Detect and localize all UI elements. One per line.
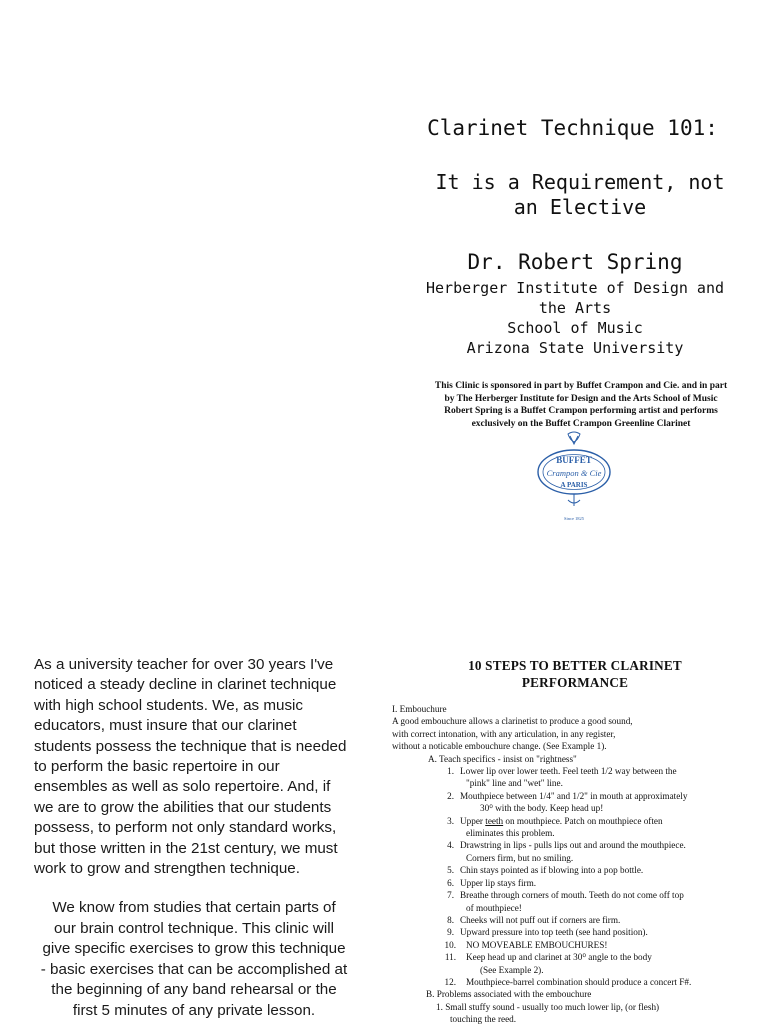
sponsor-line: This Clinic is sponsored in part by Buffet Crampon and Cie. and in part: [434, 381, 728, 391]
step-text: NO MOVEABLE EMBOUCHURES!: [466, 939, 608, 950]
step-text: Upper lip stays firm.: [460, 877, 537, 888]
buffet-crampon-logo: [534, 430, 614, 524]
step-text: Breathe through corners of mouth. Teeth do not come off top: [460, 890, 684, 901]
steps-outline: [392, 703, 764, 1026]
subtitle-line: It is a Requirement, not: [435, 170, 725, 194]
steps-heading-line: 10 STEPS TO BETTER CLARINET: [468, 658, 682, 673]
step-number: 10.: [444, 939, 456, 950]
intro-line: with high school students. We, as music: [34, 696, 303, 714]
step-items: [392, 765, 764, 988]
step-item: [392, 939, 764, 951]
logo-middle-text: Crampon & Cie: [546, 468, 602, 478]
step-text-emphasis: teeth: [485, 815, 504, 826]
step-item-cont: (See Example 2).: [480, 964, 544, 975]
intro-line: work to grow and strengthen technique.: [34, 860, 300, 878]
step-item: [392, 914, 764, 926]
intro-line: possess, to perform not only standard works,: [34, 819, 337, 837]
step-number: 6.: [447, 877, 454, 888]
sponsor-line: exclusively on the Buffet Crampon Greenline Clarinet: [471, 418, 691, 429]
step-item: [392, 864, 764, 876]
affiliation-line: Herberger Institute of Design and: [425, 279, 724, 297]
intro-line: our brain control technique. This clinic will: [54, 919, 334, 937]
intro-line: give specific exercises to grow this technique: [42, 940, 346, 958]
author-name: Dr. Robert Spring: [467, 250, 683, 274]
step-number: 9.: [447, 927, 454, 938]
intro-line: the beginning of any band rehearsal or the: [51, 981, 337, 999]
step-text: Drawstring in lips - pulls lips out and around the mouthpiece.: [460, 840, 686, 851]
logo-bottom-text: A PARIS: [560, 481, 588, 489]
step-item-cont: 30⁰ with the body. Keep head up!: [480, 803, 604, 814]
subsection-heading: B. Problems associated with the embouchure: [426, 989, 592, 1000]
section-heading: I. Embouchure: [392, 704, 447, 714]
subsection-heading: A. Teach specifics - insist on "rightness": [428, 753, 577, 764]
step-item: [392, 765, 764, 777]
page-title: Clarinet Technique 101:: [427, 116, 718, 140]
step-item: [392, 790, 764, 802]
step-text: Keep head up and clarinet at 30⁰ angle to the body: [466, 952, 652, 963]
step-number: 11.: [444, 952, 456, 963]
step-text: Chin stays pointed as if blowing into a pop bottle.: [460, 865, 644, 876]
step-text: Cheeks will not puff out if corners are firm.: [460, 914, 621, 925]
intro-line: We know from studies that certain parts of: [52, 899, 336, 917]
intro-line: noticed a steady decline in clarinet technique: [34, 676, 337, 694]
affiliation: [410, 278, 740, 358]
problem-item: 1. Small stuffy sound - usually too much lower lip, (or flesh): [436, 1001, 660, 1012]
affiliation-line: the Arts: [538, 299, 612, 317]
problem-item-cont: touching the reed.: [450, 1014, 517, 1025]
step-item: [392, 976, 764, 988]
step-item: [392, 815, 764, 827]
logo-since-text: Since 1825: [563, 516, 585, 521]
intro-line: to perform the basic repertoire in our: [34, 758, 280, 776]
intro-line: students possess the technique that is needed: [34, 737, 347, 755]
intro-line: but those written in the 21st century, we must: [34, 839, 338, 857]
step-number: 1.: [447, 766, 454, 777]
step-text: on mouthpiece. Patch on mouthpiece often: [503, 815, 663, 826]
step-number: 3.: [447, 815, 454, 826]
section-intro-line: with correct intonation, with any articulation, in any register,: [392, 728, 616, 739]
sponsor-line: by The Herberger Institute for Design and the Arts School of Music: [444, 393, 718, 404]
step-number: 4.: [447, 840, 454, 851]
step-text: Upper: [460, 815, 486, 826]
affiliation-line: Arizona State University: [466, 339, 684, 357]
sponsor-note: [404, 380, 758, 430]
step-item-cont: "pink" line and "wet" line.: [466, 778, 563, 789]
step-text: Mouthpiece between 1/4" and 1/2" in mouth at approximately: [460, 790, 688, 801]
step-item: [392, 951, 764, 963]
intro-paragraph-1: [34, 655, 354, 879]
step-number: 2.: [447, 790, 454, 801]
step-item-cont: Corners firm, but no smiling.: [466, 852, 574, 863]
step-number: 12.: [444, 976, 456, 987]
intro-line: first 5 minutes of any private lesson.: [72, 1001, 316, 1019]
step-text: Mouthpiece-barrel combination should produce a concert F#.: [466, 976, 692, 987]
step-number: 7.: [447, 890, 454, 901]
step-item: [392, 877, 764, 889]
intro-line: ensembles as well as solo repertoire. And, if: [34, 778, 331, 796]
intro-line: - basic exercises that can be accomplished at: [40, 960, 348, 978]
step-text: Lower lip over lower teeth. Feel teeth 1/2 way between the: [460, 766, 677, 777]
steps-heading: [400, 657, 750, 691]
step-number: 5.: [447, 865, 454, 876]
affiliation-line: School of Music: [507, 319, 643, 337]
steps-heading-line: PERFORMANCE: [521, 675, 629, 690]
step-number: 8.: [447, 914, 454, 925]
intro-line: we are to grow the abilities that our students: [34, 798, 332, 816]
section-intro-line: A good embouchure allows a clarinetist to produce a good sound,: [392, 716, 633, 727]
step-item-cont: of mouthpiece!: [466, 902, 522, 913]
intro-text: [34, 655, 354, 1021]
step-text: Upward pressure into top teeth (see hand position).: [460, 927, 648, 938]
subtitle-line: an Elective: [513, 195, 647, 219]
step-item: [392, 926, 764, 938]
step-item: [392, 889, 764, 901]
intro-line: As a university teacher for over 30 years I've: [34, 656, 334, 673]
subtitle: [420, 170, 740, 220]
section-intro-line: without a noticable embouchure change. (See Example 1).: [392, 741, 607, 752]
step-item-cont: eliminates this problem.: [466, 828, 555, 839]
sponsor-line: Robert Spring is a Buffet Crampon performing artist and performs: [444, 406, 718, 416]
intro-line: educators, must insure that our clarinet: [34, 717, 297, 735]
step-item: [392, 839, 764, 851]
intro-paragraph-2: [34, 898, 354, 1020]
logo-top-text: BUFFET: [556, 455, 592, 465]
